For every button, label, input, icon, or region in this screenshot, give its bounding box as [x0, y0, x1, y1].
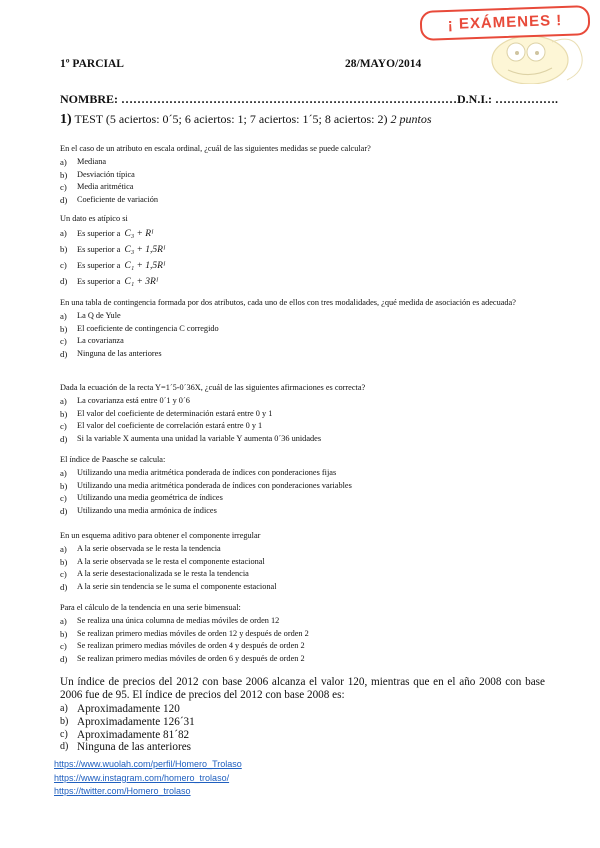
option-c: c) Utilizando una media geométrica de índices — [60, 493, 223, 504]
formula: C₃ + Rᴵ — [124, 229, 154, 239]
option-c: c) Se realizan primero medias móviles de orden 4 y después de orden 2 — [60, 641, 305, 652]
option-d: d) Se realizan primero medias móviles de orden 6 y después de orden 2 — [60, 653, 305, 664]
option-d: d) Ninguna de las anteriores — [60, 348, 162, 359]
option-b: b) El valor del coeficiente de determinación estará entre 0 y 1 — [60, 408, 273, 419]
question-8 — [60, 676, 545, 754]
option-b: b) Utilizando una media aritmética ponderada de índices con ponderaciones variables — [60, 480, 352, 491]
question-2 — [60, 213, 540, 290]
test-heading — [60, 112, 432, 128]
option-d: d) A la serie sin tendencia se le suma el componente estacional — [60, 581, 277, 592]
formula: C₁ + 1,5Rᴵ — [124, 261, 166, 271]
question-6 — [60, 530, 540, 593]
formula: C₁ + 3Rᴵ — [124, 277, 159, 287]
test-points: 2 puntos — [390, 112, 432, 126]
option-c: c) Es superior a C₁ + 1,5Rᴵ — [60, 260, 166, 271]
question-5 — [60, 454, 540, 517]
option-b: b) A la serie observada se le resta el componente estacional — [60, 556, 265, 567]
logo-banner: ¡ EXÁMENES ! — [420, 5, 591, 41]
question-stem: En un esquema aditivo para obtener el componente irregular — [60, 531, 261, 540]
exam-header — [60, 58, 540, 70]
question-3 — [60, 297, 540, 360]
option-b: b) El coeficiente de contingencia C corregido — [60, 323, 219, 334]
test-title-text: TEST (5 aciertos: 0´5; 6 aciertos: 1; 7 aciertos: 1´5; 8 aciertos: 2) — [74, 112, 388, 126]
examenes-logo — [412, 2, 597, 84]
wuolah-link[interactable]: https://www.wuolah.com/perfil/Homero_Trolaso — [54, 759, 242, 769]
option-a: a) Se realiza una única columna de medias móviles de orden 12 — [60, 616, 280, 626]
test-number: 1) — [60, 112, 72, 127]
option-a: a) Utilizando una media aritmética ponderada de índices con ponderaciones fijas — [60, 468, 337, 478]
question-stem: En el caso de un atributo en escala ordinal, ¿cuál de las siguientes medidas se puede calcular? — [60, 144, 371, 153]
option-c: c) Media aritmética — [60, 182, 134, 193]
option-a: a) Aproximadamente 120 — [60, 703, 180, 715]
option-d: d) Utilizando una media armónica de índices — [60, 505, 217, 516]
question-stem: Dada la ecuación de la recta Y=1´5-0´36X, ¿cuál de las siguientes afirmaciones es correcta? — [60, 383, 366, 392]
option-b: b) Desviación típica — [60, 169, 135, 180]
instagram-link[interactable]: https://www.instagram.com/homero_trolaso/ — [54, 772, 230, 783]
option-a: a) Mediana — [60, 157, 107, 167]
option-d: d) Si la variable X aumenta una unidad la variable Y aumenta 0´36 unidades — [60, 433, 322, 444]
question-4 — [60, 382, 540, 445]
question-stem: Un índice de precios del 2012 con base 2006 alcanza el valor 120, mientras que en el año 2008 con base 2006 fue de 95. El índice de precios del 2012 con base 2008 es: — [60, 676, 545, 701]
twitter-link[interactable]: https://twitter.com/Homero_trolaso — [54, 786, 191, 796]
question-1 — [60, 143, 540, 206]
question-stem: En una tabla de contingencia formada por dos atributos, cada uno de ellos con tres modalidades, ¿qué medida de asociación es adecuada? — [60, 298, 516, 307]
exam-date: 28/MAYO/2014 — [345, 58, 422, 70]
student-name-line: NOMBRE: …………………………………………………………………………D.N.I.: ……………. — [60, 92, 558, 106]
option-b: b) Aproximadamente 126´31 — [60, 715, 195, 728]
question-stem: Para el cálculo de la tendencia en una serie bimensual: — [60, 603, 241, 612]
footer-links — [54, 758, 242, 799]
option-c: c) La covarianza — [60, 336, 124, 347]
option-a: a) La Q de Yule — [60, 311, 121, 321]
option-d: d) Ninguna de las anteriores — [60, 741, 192, 754]
question-stem: Un dato es atípico si — [60, 214, 128, 223]
option-c: c) A la serie desestacionalizada se le resta la tendencia — [60, 569, 249, 580]
option-c: c) Aproximadamente 81´82 — [60, 728, 190, 741]
question-stem: El índice de Paasche se calcula: — [60, 455, 166, 464]
option-d: d) Es superior a C₁ + 3Rᴵ — [60, 276, 159, 287]
option-b: b) Se realizan primero medias móviles de orden 12 y después de orden 2 — [60, 628, 309, 639]
option-a: a) La covarianza está entre 0´1 y 0´6 — [60, 396, 190, 406]
exam-title: 1º PARCIAL — [60, 58, 124, 70]
option-b: b) Es superior a C₃ + 1,5Rᴵ — [60, 244, 166, 255]
option-d: d) Coeficiente de variación — [60, 194, 159, 205]
question-7 — [60, 602, 540, 665]
option-c: c) El valor del coeficiente de correlación estará entre 0 y 1 — [60, 421, 263, 432]
option-a: a) A la serie observada se le resta la tendencia — [60, 544, 221, 554]
option-a: a) Es superior a C₃ + Rᴵ — [60, 228, 154, 239]
formula: C₃ + 1,5Rᴵ — [124, 245, 166, 255]
